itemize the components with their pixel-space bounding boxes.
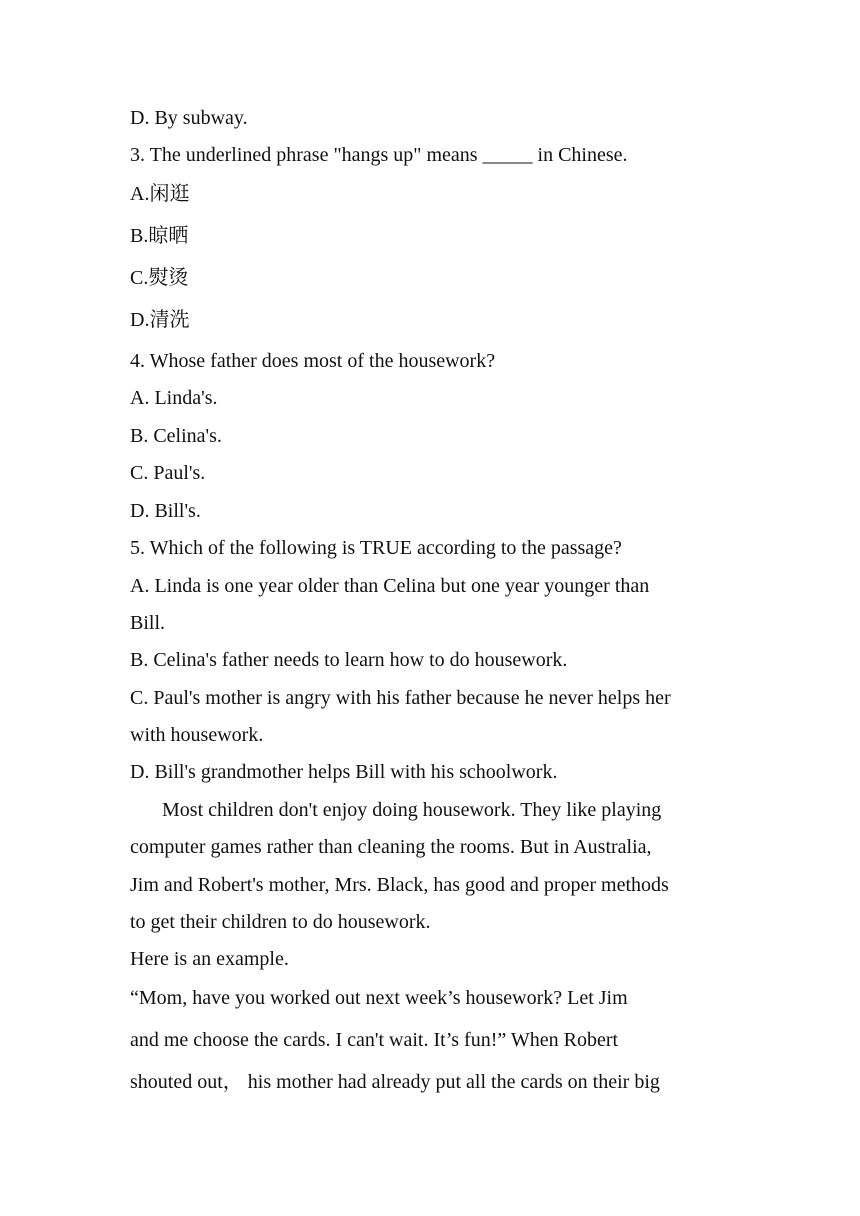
passage-line-3: Jim and Robert's mother, Mrs. Black, has good and proper methods (130, 874, 669, 896)
option-5d: D. Bill's grandmother helps Bill with his schoolwork. (130, 761, 558, 783)
option-3a: A.闲逛 (130, 183, 190, 205)
option-5b: B. Celina's father needs to learn how to do housework. (130, 649, 568, 671)
option-4a: A. Linda's. (130, 387, 218, 409)
question-3: 3. The underlined phrase "hangs up" means _____ in Chinese. (130, 144, 628, 166)
option-5c-line-1: C. Paul's mother is angry with his father because he never helps her (130, 687, 671, 709)
passage-line-1: Most children don't enjoy doing housework. They like playing (162, 799, 662, 821)
question-5: 5. Which of the following is TRUE according to the passage? (130, 537, 622, 559)
option-3d: D.清洗 (130, 309, 190, 331)
passage-line-2: computer games rather than cleaning the rooms. But in Australia, (130, 836, 652, 858)
option-3b: B.晾晒 (130, 225, 189, 247)
passage-line-7: and me choose the cards. I can't wait. It’s fun!” When Robert (130, 1029, 619, 1051)
option-3c: C.熨烫 (130, 267, 189, 289)
question-4: 4. Whose father does most of the housework? (130, 350, 496, 372)
option-4d: D. Bill's. (130, 500, 201, 522)
passage-line-6: “Mom, have you worked out next week’s housework? Let Jim (130, 987, 628, 1009)
option-5a-line-2: Bill. (130, 612, 166, 634)
passage-line-5: Here is an example. (130, 948, 289, 970)
passage-line-8: shouted out， his mother had already put all the cards on their big (130, 1071, 660, 1093)
option-4b: B. Celina's. (130, 425, 222, 447)
option-4c: C. Paul's. (130, 462, 206, 484)
option-5a-line-1: A. Linda is one year older than Celina but one year younger than (130, 575, 650, 597)
option-5c-line-2: with housework. (130, 724, 264, 746)
option-3d-by-subway: D. By subway. (130, 107, 248, 129)
passage-line-4: to get their children to do housework. (130, 911, 431, 933)
